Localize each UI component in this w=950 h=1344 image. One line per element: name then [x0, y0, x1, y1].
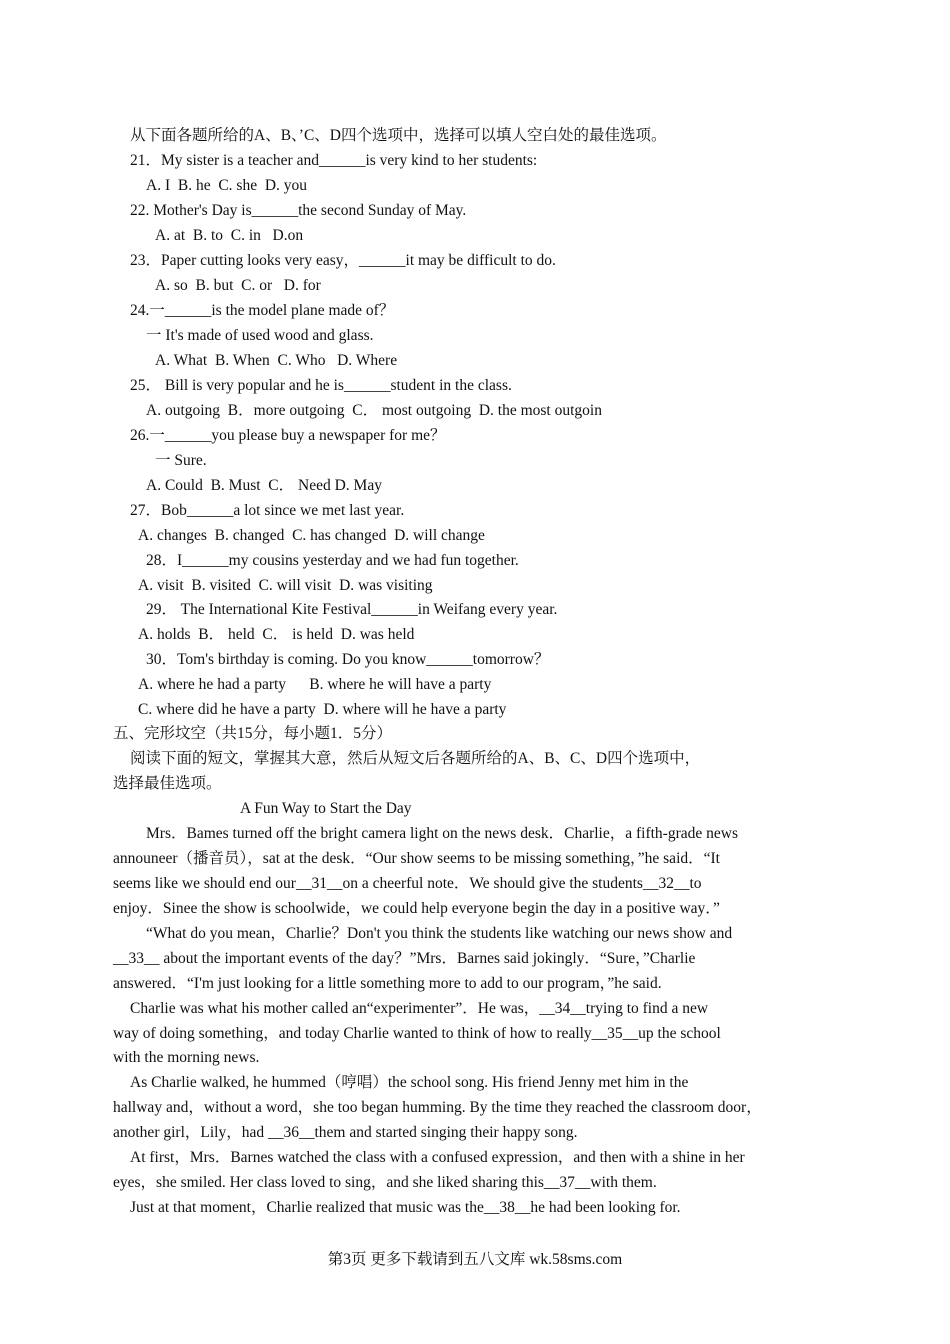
section4-instruction: 从下面各题所给的A、B、’C、D四个选项中，选择可以填人空白处的最佳选项。 — [130, 127, 667, 144]
paragraph-1-line-4: enjoy．Sinee the show is schoolwide，we could help everyone begin the day in a positive way．” — [113, 900, 720, 917]
paragraph-4-line-3: another girl，Lily，had __36__them and started singing their happy song. — [113, 1124, 578, 1141]
question-24: 24.一______is the model plane made of？ — [130, 302, 395, 319]
paragraph-3-line-3: with the morning news. — [113, 1049, 260, 1066]
question-21-options: A. I B. he C. she D. you — [146, 177, 308, 194]
question-30: 30．Tom's birthday is coming. Do you know______tomorrow？ — [146, 651, 550, 668]
question-24-options: A. What B. When C. Who D. Where — [155, 352, 398, 369]
paragraph-1-line-1: Mrs．Bames turned off the bright camera light on the news desk．Charlie，a fifth-grade news — [146, 825, 738, 842]
question-25-options: A. outgoing B．more outgoing C． most outgoing D. the most outgoin — [146, 402, 602, 419]
question-26-reply: 一 Sure. — [155, 452, 207, 469]
paragraph-3-line-1: Charlie was what his mother called an“experimenter”．He was，__34__trying to find a new — [130, 1000, 709, 1017]
question-24-reply: 一 It's made of used wood and glass. — [146, 327, 374, 344]
question-26-options: A. Could B. Must C． Need D. May — [146, 477, 382, 494]
question-29-options: A. holds B． held C． is held D. was held — [138, 626, 415, 643]
paragraph-4-line-2: hallway and，without a word，she too began humming. By the time they reached the classroom door， — [113, 1099, 762, 1116]
paragraph-4-line-1: As Charlie walked, he hummed（哼唱）the school song. His friend Jenny met him in the — [130, 1074, 689, 1091]
paragraph-2-line-1: “What do you mean，Charlie？Don't you think the students like watching our news show and — [146, 925, 733, 942]
paragraph-2-line-2: __33__ about the important events of the day？”Mrs．Barnes said jokingly．“Sure，”Charlie — [113, 950, 696, 967]
question-25: 25． Bill is very popular and he is______student in the class. — [130, 377, 512, 394]
paragraph-6-line-1: Just at that moment，Charlie realized that music was the__38__he had been looking for. — [130, 1199, 681, 1216]
question-23: 23．Paper cutting looks very easy，______it may be difficult to do. — [130, 252, 556, 269]
paragraph-3-line-2: way of doing something，and today Charlie wanted to think of how to really__35__up the school — [113, 1025, 721, 1042]
page-footer: 第3页 更多下载请到五八文库 wk.58sms.com — [327, 1251, 623, 1268]
question-22-options: A. at B. to C. in D.on — [155, 227, 304, 244]
question-30-options-cd: C. where did he have a party D. where will he have a party — [138, 701, 507, 718]
section5-instruction-1: 阅读下面的短文，掌握其大意，然后从短文后各题所给的A、B、C、D四个选项中， — [130, 750, 701, 767]
question-22: 22. Mother's Day is______the second Sunday of May. — [130, 202, 467, 219]
question-21: 21．My sister is a teacher and______is very kind to her students: — [130, 152, 538, 169]
passage-title: A Fun Way to Start the Day — [240, 800, 412, 817]
question-30-options-ab: A. where he had a party B. where he will have a party — [138, 676, 492, 693]
question-29: 29． The International Kite Festival______in Weifang every year. — [146, 601, 558, 618]
paragraph-5-line-1: At first，Mrs．Barnes watched the class with a confused expression，and then with a shine in her — [130, 1149, 745, 1166]
paragraph-1-line-3: seems like we should end our__31__on a cheerful note．We should give the students__32__to — [113, 875, 702, 892]
question-28-options: A. visit B. visited C. will visit D. was visiting — [138, 577, 433, 594]
section5-instruction-2: 选择最佳选项。 — [113, 775, 222, 792]
question-26: 26.一______you please buy a newspaper for me？ — [130, 427, 446, 444]
question-23-options: A. so B. but C. or D. for — [155, 277, 321, 294]
question-28: 28．I______my cousins yesterday and we had fun together. — [146, 552, 519, 569]
paragraph-5-line-2: eyes，she smiled. Her class loved to sing，and she liked sharing this__37__with them. — [113, 1174, 657, 1191]
question-27: 27．Bob______a lot since we met last year. — [130, 502, 405, 519]
section5-heading: 五、完形坟空（共15分，每小题1．5分） — [113, 725, 393, 742]
paragraph-2-line-3: answered．“I'm just looking for a little something more to add to our program，”he said. — [113, 975, 662, 992]
paragraph-1-line-2: announeer（播音员），sat at the desk．“Our show seems to be missing something，”he said．“It — [113, 850, 720, 867]
question-27-options: A. changes B. changed C. has changed D. will change — [138, 527, 485, 544]
